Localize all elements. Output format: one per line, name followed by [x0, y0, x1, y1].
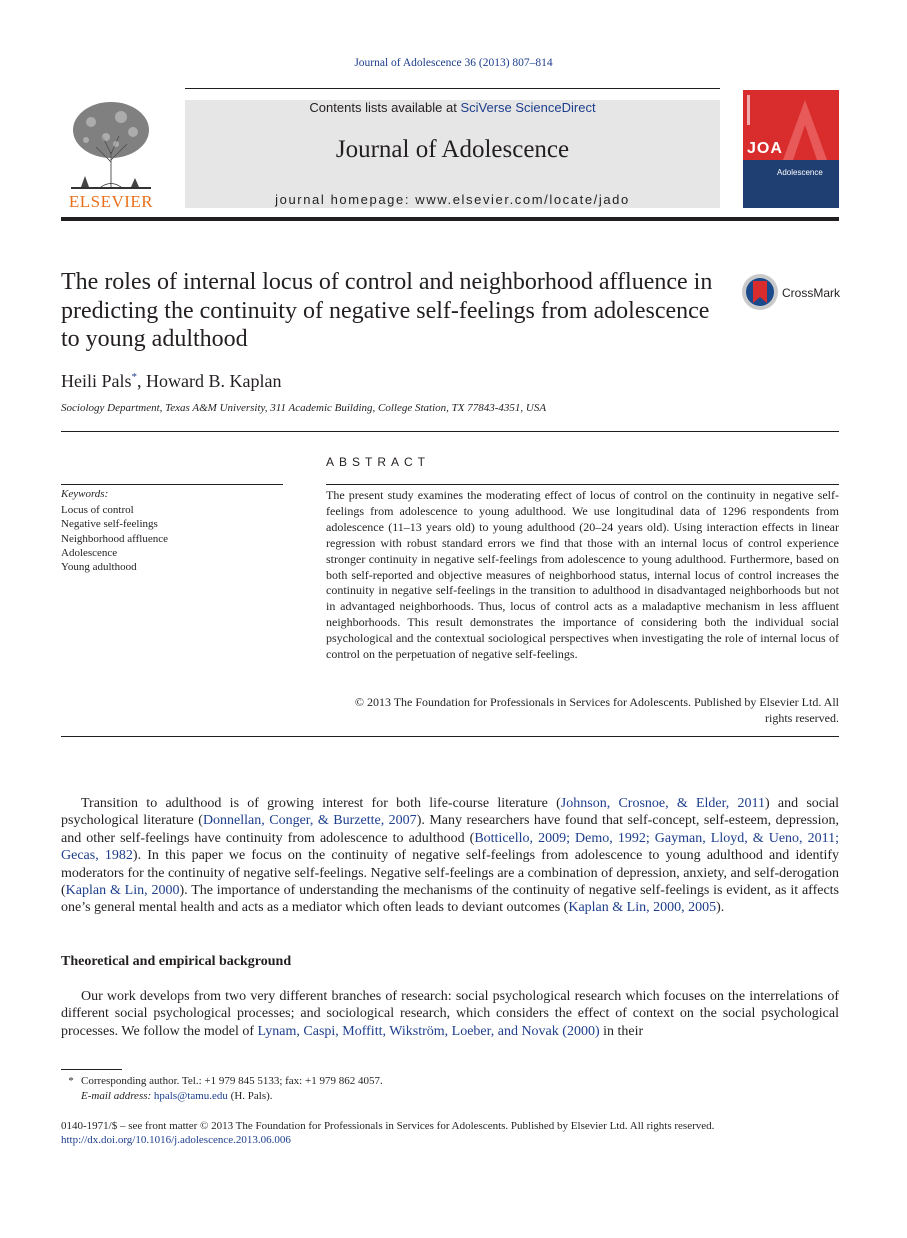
elsevier-logo[interactable] [61, 92, 161, 212]
doi-link[interactable] [61, 1134, 291, 1146]
citation-link[interactable]: Kaplan & Lin, 2000, 2005 [568, 900, 717, 916]
text-run: ). [716, 900, 725, 916]
corresponding-text: Corresponding author. Tel.: +1 979 845 5133; fax: +1 979 862 4057. [81, 1075, 383, 1087]
citation-link[interactable]: Lynam, Caspi, Moffitt, Wikström, Loeber, and Novak (2000) [257, 1023, 600, 1039]
journal-name: Journal of Adolescence [335, 136, 570, 163]
author-name: Howard B. Kaplan [146, 371, 282, 391]
publisher-name: ELSEVIER [68, 192, 154, 211]
keyword: Locus of control [61, 504, 134, 516]
journal-homepage[interactable]: journal homepage: www.elsevier.com/locate/jado [275, 192, 630, 207]
keywords-rule [61, 484, 283, 485]
citation-link[interactable]: Kaplan & Lin, 2000 [65, 883, 180, 899]
text-run: ) and social psychological literature ( [61, 796, 840, 829]
text-run: ). In this paper we focus on the continuity of negative self-feelings from adolescence to young adulthood and identify moderators for the continuity of negative self-feelings. Negative self-feelings are a combination of depression, anxiety, and self-derogation ( [61, 848, 839, 899]
abstract-rule [326, 484, 839, 485]
abstract-heading: ABSTRACT [326, 455, 431, 469]
keywords-list [61, 503, 168, 574]
citation-link[interactable]: Botticello, 2009; Demo, 1992; Gayman, Lloyd, & Ueno, 2011; Gecas, 1982 [61, 830, 839, 864]
email-label: E-mail address: [81, 1090, 152, 1102]
citation-link[interactable]: Journal of Adolescence 36 (2013) 807–814 [354, 57, 553, 69]
author-separator: , [137, 371, 146, 391]
author-footnote-mark[interactable]: * [131, 371, 137, 383]
journal-citation[interactable] [0, 57, 907, 69]
author-name: Heili Pals [61, 371, 132, 391]
text-run: Transition to adulthood is of growing interest for both life-course literature ( [81, 796, 561, 811]
citation-link[interactable]: Donnellan, Conger, & Burzette, 2007 [202, 813, 417, 829]
keyword: Young adulthood [61, 561, 137, 574]
doi-url[interactable]: http://dx.doi.org/10.1016/j.adolescence.2013.06.006 [61, 1134, 291, 1146]
section-heading: Theoretical and empirical background [61, 954, 292, 969]
article-title: The roles of internal locus of control and neighborhood affluence in predicting the continuity of negative self-feelings from adolescence to young adulthood [61, 269, 713, 352]
body-paragraph [61, 988, 839, 1040]
divider [61, 736, 839, 737]
citation-link[interactable]: Johnson, Crosnoe, & Elder, 2011 [560, 796, 765, 811]
keyword: Neighborhood affluence [61, 532, 169, 545]
text-run: in their [599, 1023, 644, 1039]
keywords-heading: Keywords: [61, 488, 109, 500]
cover-title: Adolescence [777, 168, 823, 177]
crossmark-badge[interactable] [741, 273, 841, 313]
contents-line [185, 100, 720, 115]
issn-line: 0140-1971/$ – see front matter © 2013 The Foundation for Professionals in Services for Adolescents. Published by Elsevier Ltd. All rights reserved. [61, 1120, 715, 1132]
abstract-text: The present study examines the moderating effect of locus of control on the continuity in negative self-feelings from adolescence to young adulthood. We use longitudinal data of 1296 respondents from adolescence (11–13 years old) to young adulthood (20–24 years old). Using interaction effects in linear regression with robust standard errors we find that those with an internal locus of control experience stronger continuity in negative self-feelings from adolescence to young adulthood. Furthermore, based on both self-reported and objective measures of neighborhood status, internal locus of control increases the continuity in negative self-feelings in the transition to adulthood in disadvantaged neighborhoods but not in advantaged neighborhoods. Thus, locus of control acts as a maladaptive mechanism in less affluent neighborhoods. This result demonstrates the importance of considering both the individual social psychological and the contextual sociological perspectives when investigating the role of internal locus of control on the perpetuation of negative self-feelings. [326, 488, 839, 662]
footnote-mark: * [68, 1075, 74, 1087]
abstract-copyright: © 2013 The Foundation for Professionals in Services for Adolescents. Published by Elsevier Ltd. All rights reserved. [354, 695, 839, 725]
corresponding-author-note [61, 1074, 383, 1089]
header-rule [61, 217, 839, 221]
sciencedirect-link[interactable]: SciVerse ScienceDirect [460, 100, 596, 115]
divider [61, 431, 839, 432]
journal-cover[interactable] [743, 90, 839, 208]
header-top-rule [185, 88, 720, 89]
keyword: Negative self-feelings [61, 518, 158, 531]
cover-letters: JOA [747, 140, 783, 157]
contents-prefix: Contents lists available at [309, 100, 461, 115]
affiliation: Sociology Department, Texas A&M University, 311 Academic Building, College Station, TX 77843-4351, USA [61, 402, 547, 414]
text-run: Our work develops from two very different branches of research: social psychological research which focuses on the interrelations of different social psychological processes; and sociological research, which considers the effect of context on the social psychological processes. We follow the model of [61, 989, 839, 1039]
footnote-rule [61, 1069, 122, 1070]
email-link[interactable]: hpals@tamu.edu [153, 1090, 228, 1102]
email-suffix: (H. Pals). [227, 1090, 273, 1102]
authors [61, 371, 281, 392]
crossmark-label: CrossMark [782, 286, 841, 300]
keyword: Adolescence [61, 546, 118, 559]
crossmark-icon [741, 273, 779, 311]
email-note [81, 1089, 273, 1104]
body-paragraph [61, 795, 839, 917]
text-run: ). The importance of understanding the mechanisms of the continuity of negative self-feelings is evident, as it affects one’s general mental health and acts as a mediator which often leads to deviant outcomes ( [61, 883, 839, 916]
text-run: ). Many researchers have found that self-concept, self-esteem, depression, and other self-feelings have continuity from adolescence to adulthood ( [61, 813, 840, 846]
